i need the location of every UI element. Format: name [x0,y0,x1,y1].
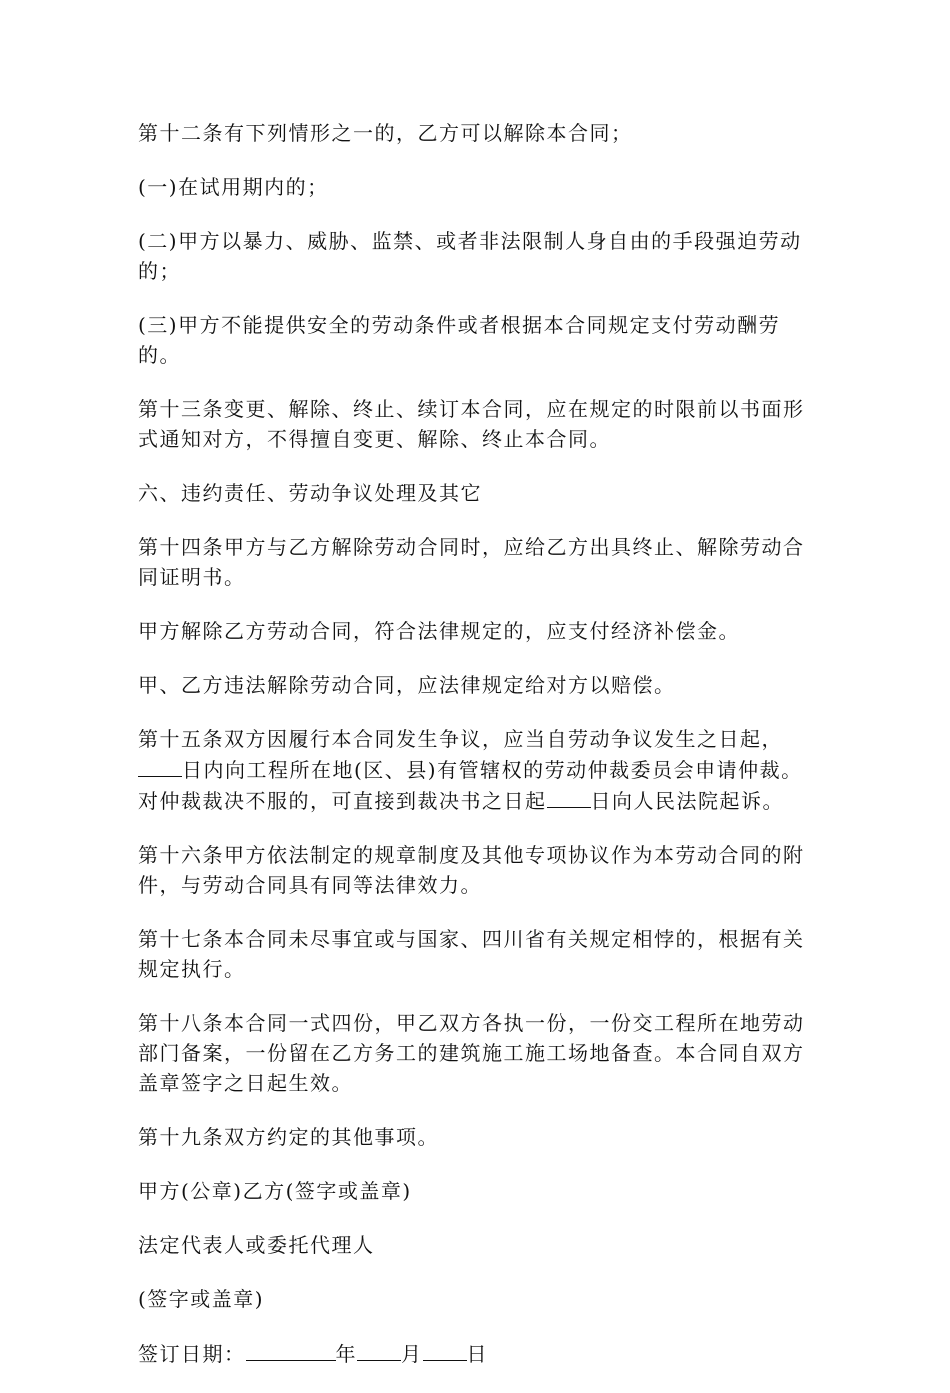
day-label: 日 [466,1342,488,1366]
day-blank [423,1338,467,1361]
article-14: 第十四条甲方与乙方解除劳动合同时，应给乙方出具终止、解除劳动合同证明书。 [138,535,805,589]
article-17: 第十七条本合同未尽事宜或与国家、四川省有关规定相悖的，根据有关规定执行。 [138,927,805,981]
article-15-part1: 第十五条双方因履行本合同发生争议，应当自劳动争议发生之日起， [138,727,783,751]
article-15 [138,724,818,816]
contract-page [138,118,818,1393]
year-label: 年 [335,1342,357,1366]
clause-3: (三)甲方不能提供安全的劳动条件或者根据本合同规定支付劳动酬劳的。 [138,313,781,367]
article-12: 第十二条有下列情形之一的，乙方可以解除本合同； [138,121,633,145]
article-18: 第十八条本合同一式四份，甲乙双方各执一份，一份交工程所在地劳动部门备案，一份留在乙方务工的建筑施工施工场地备查。本合同自双方盖章签字之日起生效。 [138,1011,805,1095]
signing-date [138,1338,818,1369]
party-seals-line: 甲方(公章)乙方(签字或盖章) [138,1179,412,1203]
article-13: 第十三条变更、解除、终止、续订本合同，应在规定的时限前以书面形式通知对方，不得擅自变更、解除、终止本合同。 [138,397,805,451]
signature-line: (签字或盖章) [138,1287,265,1311]
article-15-part3: 日向人民法院起诉。 [590,789,784,813]
section-6-heading: 六、违约责任、劳动争议处理及其它 [138,481,482,505]
month-label: 月 [401,1342,423,1366]
days-blank-court [547,785,591,808]
days-blank-arbitration [138,754,182,777]
signing-date-label: 签订日期： [138,1342,246,1366]
representative-line: 法定代表人或委托代理人 [138,1233,375,1257]
month-blank [357,1338,401,1361]
clause-2: (二)甲方以暴力、威胁、监禁、或者非法限制人身自由的手段强迫劳动的； [138,229,802,283]
year-blank [246,1338,336,1361]
compensation-paragraph: 甲方解除乙方劳动合同，符合法律规定的，应支付经济补偿金。 [138,619,740,643]
article-15-part2: 日内向工程所在地(区、县)有管辖权的劳动仲裁委员会申请仲裁。对仲裁裁决不服的，可直接到裁决书之日起 [138,758,803,813]
damages-paragraph: 甲、乙方违法解除劳动合同，应法律规定给对方以赔偿。 [138,673,676,697]
clause-1: (一)在试用期内的； [138,175,329,199]
article-16: 第十六条甲方依法制定的规章制度及其他专项协议作为本劳动合同的附件，与劳动合同具有同等法律效力。 [138,843,805,897]
article-19: 第十九条双方约定的其他事项。 [138,1125,439,1149]
